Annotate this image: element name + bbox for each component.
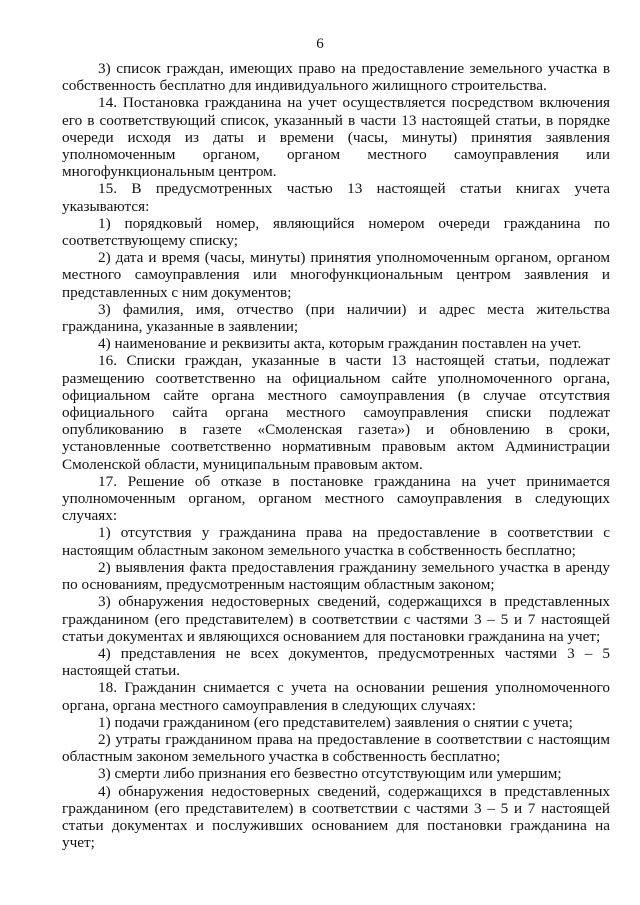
- paragraph: 14. Постановка гражданина на учет осуществляется посредством включения его в соответствующий список, указанный в части 13 настоящей статьи, в порядке очереди исходя из даты и времени (часы, минуты) принятия заявления уполномоченным органом, органом местного самоуправления или многофункциональным центром.: [62, 94, 610, 181]
- paragraph: 4) представления не всех документов, предусмотренных частями 3 – 5 настоящей статьи.: [62, 644, 610, 680]
- paragraph: 4) наименование и реквизиты акта, которым гражданин поставлен на учет.: [98, 335, 582, 353]
- page-number: 6: [316, 36, 324, 52]
- paragraph: 3) смерти либо признания его безвестно отсутствующим или умершим;: [98, 765, 562, 783]
- paragraph: 2) утраты гражданином права на предоставление в соответствии с настоящим областным законом земельного участка в собственность бесплатно;: [62, 730, 610, 766]
- paragraph: 16. Списки граждан, указанные в части 13 настоящей статьи, подлежат размещению соответственно на официальном сайте уполномоченного органа, официальном сайте органа местного самоуправления (в случае отсутствия официального сайта органа местного самоуправления списки подлежат опубликованию в газете «Смоленская газета») и обновлению в сроки, установленные соответственно нормативным правовым актом Администрации Смоленской области, муниципальным правовым актом.: [62, 352, 610, 473]
- paragraph: 18. Гражданин снимается с учета на основании решения уполномоченного органа, органа местного самоуправления в следующих случаях:: [62, 679, 610, 714]
- document-body: [62, 60, 610, 851]
- paragraph: 4) обнаружения недостоверных сведений, содержащихся в представленных гражданином (его представителем) в соответствии с частями 3 – 5 и 7 настоящей статьи документах и послуживших основанием для постановки гражданина на учет;: [62, 782, 610, 852]
- paragraph: 15. В предусмотренных частью 13 настоящей статьи книгах учета указываются:: [62, 180, 610, 215]
- paragraph: 3) обнаружения недостоверных сведений, содержащихся в представленных гражданином (его представителем) в соответствии с частями 3 – 5 и 7 настоящей статьи документах и являющихся основанием для постановки гражданина на учет;: [62, 593, 610, 645]
- paragraph: 3) список граждан, имеющих право на предоставление земельного участка в собственность бесплатно для индивидуального жилищного строительства.: [62, 60, 610, 95]
- paragraph: 1) подачи гражданином (его представителем) заявления о снятии с учета;: [98, 713, 573, 731]
- paragraph: 2) выявления факта предоставления гражданину земельного участка в аренду по основаниям, предусмотренным настоящим областным законом;: [62, 558, 610, 594]
- paragraph: 1) отсутствия у гражданина права на предоставление в соответствии с настоящим областным законом земельного участка в собственность бесплатно;: [62, 524, 610, 559]
- paragraph: 17. Решение об отказе в постановке гражданина на учет принимается уполномоченным органом, органом местного самоуправления в следующих случаях:: [62, 472, 610, 525]
- paragraph: 1) порядковый номер, являющийся номером очереди гражданина по соответствующему списку;: [62, 214, 610, 250]
- paragraph: 3) фамилия, имя, отчество (при наличии) и адрес места жительства гражданина, указанные в заявлении;: [62, 300, 610, 336]
- paragraph: 2) дата и время (часы, минуты) принятия уполномоченным органом, органом местного самоуправления или многофункциональным центром заявления и представленных с ним документов;: [62, 249, 610, 301]
